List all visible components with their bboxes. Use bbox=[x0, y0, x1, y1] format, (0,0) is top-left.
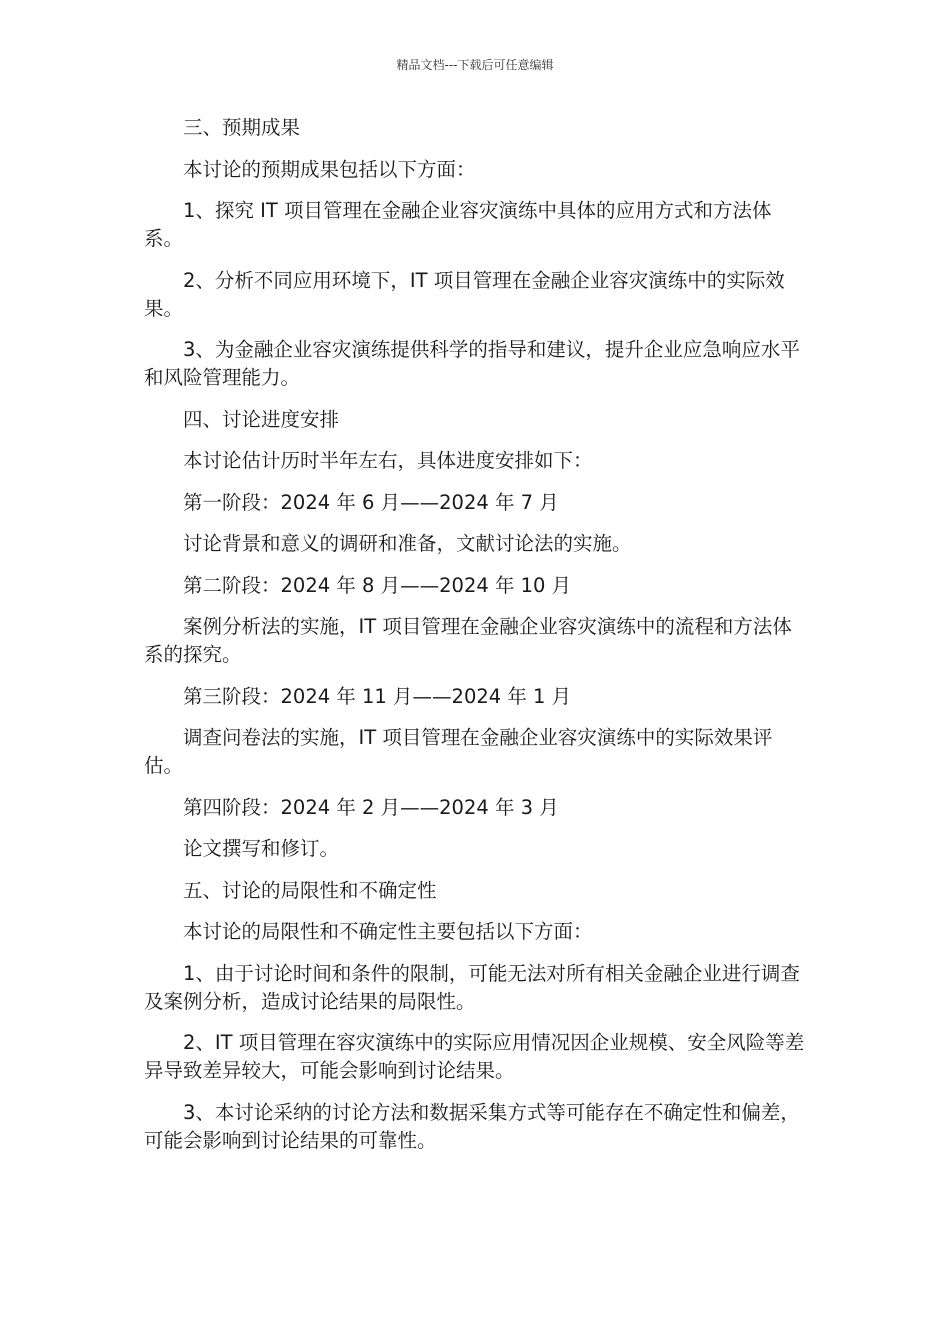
list-item: 1、探究 IT 项目管理在金融企业容灾演练中具体的应用方式和方法体系。 bbox=[144, 199, 772, 250]
phase-heading: 第一阶段：2024 年 6 月——2024 年 7 月 bbox=[183, 490, 559, 514]
phase-heading: 第四阶段：2024 年 2 月——2024 年 3 月 bbox=[183, 795, 559, 819]
list-item: 2、分析不同应用环境下，IT 项目管理在金融企业容灾演练中的实际效果。 bbox=[144, 268, 785, 320]
list-item: 3、本讨论采纳的讨论方法和数据采集方式等可能存在不确定性和偏差，可能会影响到讨论结果的可靠性。 bbox=[144, 1100, 800, 1152]
section-heading-limitations: 五、讨论的局限性和不确定性 bbox=[183, 878, 437, 902]
paragraph: 调查问卷法的实施，IT 项目管理在金融企业容灾演练中的实际效果评估。 bbox=[144, 726, 773, 777]
paragraph: 本讨论的预期成果包括以下方面： bbox=[183, 157, 476, 181]
phase-heading: 第三阶段：2024 年 11 月——2024 年 1 月 bbox=[183, 684, 572, 708]
section-heading-expected-results: 三、预期成果 bbox=[183, 116, 301, 139]
page-header: 精品文档---下载后可任意编辑 bbox=[396, 58, 554, 72]
list-item: 1、由于讨论时间和条件的限制，可能无法对所有相关金融企业进行调查及案例分析，造成讨论结果的局限性。 bbox=[144, 961, 800, 1013]
section-heading-schedule: 四、讨论进度安排 bbox=[183, 407, 340, 431]
paragraph: 案例分析法的实施，IT 项目管理在金融企业容灾演练中的流程和方法体系的探究。 bbox=[144, 615, 792, 666]
list-item: 2、IT 项目管理在容灾演练中的实际应用情况因企业规模、安全风险等差异导致差异较大，可能会影响到讨论结果。 bbox=[144, 1031, 805, 1082]
paragraph: 本讨论估计历时半年左右，具体进度安排如下： bbox=[183, 449, 593, 472]
list-item: 3、为金融企业容灾演练提供科学的指导和建议，提升企业应急响应水平和风险管理能力。 bbox=[144, 338, 800, 389]
phase-heading: 第二阶段：2024 年 8 月——2024 年 10 月 bbox=[183, 573, 572, 597]
paragraph: 讨论背景和意义的调研和准备，文献讨论法的实施。 bbox=[183, 532, 632, 555]
paragraph: 本讨论的局限性和不确定性主要包括以下方面： bbox=[183, 920, 593, 943]
document-body bbox=[144, 114, 810, 1168]
paragraph: 论文撰写和修订。 bbox=[183, 837, 340, 860]
